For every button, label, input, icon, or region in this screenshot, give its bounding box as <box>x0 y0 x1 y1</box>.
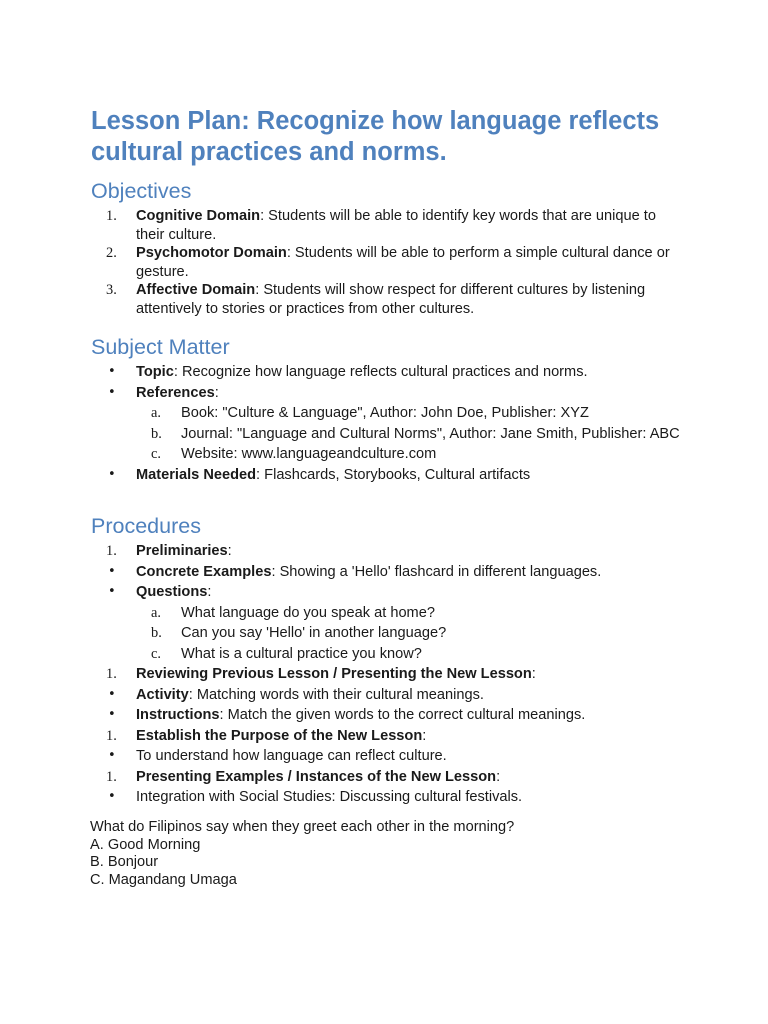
quiz-block <box>90 819 514 889</box>
list-item-materials <box>0 466 681 485</box>
item-text: : Matching words with their cultural meanings. <box>188 686 484 703</box>
bullet-icon: • <box>108 686 116 702</box>
question-text: What is a cultural practice you know? <box>181 645 422 662</box>
list-letter: c. <box>151 645 161 662</box>
materials-text: : Flashcards, Storybooks, Cultural artifacts <box>256 466 531 483</box>
list-number: 1. <box>106 727 117 744</box>
procedures-heading: Procedures <box>91 514 201 538</box>
materials-label: Materials Needed <box>136 466 257 483</box>
step-text: : <box>496 768 501 785</box>
list-letter: b. <box>151 425 162 442</box>
quiz-option: A. Good Morning <box>90 836 201 853</box>
reference-text: Journal: "Language and Cultural Norms", Author: Jane Smith, Publisher: ABC <box>181 425 680 442</box>
bullet-icon: • <box>108 364 116 379</box>
reference-item <box>0 445 681 464</box>
step-label: Preliminaries <box>136 543 228 559</box>
list-letter: a. <box>151 604 161 621</box>
list-letter: b. <box>151 625 162 641</box>
procedure-item-instructions <box>0 706 681 725</box>
procedure-step-establish <box>0 727 681 746</box>
step-label: Reviewing Previous Lesson / Presenting the New Lesson <box>136 666 532 682</box>
bullet-icon: • <box>108 584 116 599</box>
bullet-icon: • <box>108 563 116 579</box>
procedures-list <box>0 542 768 807</box>
question-text: Can you say 'Hello' in another language? <box>181 625 447 641</box>
objective-label: Cognitive Domain <box>136 208 261 224</box>
references-label: References <box>136 384 215 401</box>
page-title: Lesson Plan: Recognize how language reflects cultural practices and norms. <box>91 107 660 166</box>
list-letter: a. <box>151 405 161 421</box>
item-label: Concrete Examples <box>136 563 272 580</box>
topic-label: Topic <box>136 364 174 380</box>
reference-item <box>0 404 681 423</box>
procedure-step-presenting <box>0 768 681 787</box>
list-number: 1. <box>106 208 117 224</box>
question-item <box>0 645 681 664</box>
objectives-heading: Objectives <box>91 179 192 203</box>
list-number: 1. <box>106 768 117 785</box>
step-label: Presenting Examples / Instances of the New Lesson <box>136 768 497 785</box>
procedure-step-preliminaries <box>0 542 681 561</box>
item-label: Questions <box>136 584 208 600</box>
subject-matter-heading: Subject Matter <box>91 335 230 359</box>
bullet-icon: • <box>108 789 116 804</box>
list-number: 1. <box>106 666 117 682</box>
quiz-question: What do Filipinos say when they greet each other in the morning? <box>90 819 515 835</box>
item-text: To understand how language can reflect culture. <box>136 748 447 764</box>
procedure-item-questions <box>0 583 681 602</box>
topic-text: : Recognize how language reflects cultural practices and norms. <box>173 364 588 380</box>
item-label: Instructions <box>136 707 220 723</box>
list-number: 1. <box>106 543 117 559</box>
step-text: : <box>227 543 232 559</box>
procedure-item-integration <box>0 788 681 807</box>
list-letter: c. <box>151 446 161 462</box>
procedure-item-understand <box>0 747 681 766</box>
objective-item <box>0 281 681 318</box>
reference-item <box>0 425 681 444</box>
objective-text: : Students will be able to perform a simple cultural dance or gesture. <box>136 245 670 280</box>
quiz-option: B. Bonjour <box>90 854 159 870</box>
item-text: : Match the given words to the correct cultural meanings. <box>219 707 586 723</box>
objectives-list <box>0 207 768 318</box>
objective-text: : Students will show respect for different cultures by listening attentively to stories or practices from other cultures. <box>136 282 646 317</box>
bullet-icon: • <box>108 466 116 482</box>
question-text: What language do you speak at home? <box>181 604 435 621</box>
list-number: 2. <box>106 245 117 261</box>
objective-item <box>0 207 681 244</box>
step-label: Establish the Purpose of the New Lesson <box>136 727 423 744</box>
references-text: : <box>214 384 219 401</box>
item-text: : <box>207 584 212 600</box>
objective-text: : Students will be able to identify key words that are unique to their culture. <box>136 208 656 243</box>
question-item <box>0 604 681 623</box>
bullet-icon: • <box>108 384 116 400</box>
bullet-icon: • <box>108 748 116 763</box>
list-item-topic <box>0 363 681 382</box>
procedure-item-activity <box>0 686 681 705</box>
objective-item <box>0 244 681 281</box>
step-text: : <box>422 727 427 744</box>
objective-label: Psychomotor Domain <box>136 245 287 261</box>
procedure-step-reviewing <box>0 665 681 684</box>
list-number: 3. <box>106 282 117 298</box>
item-label: Activity <box>136 686 189 703</box>
item-text: Integration with Social Studies: Discussing cultural festivals. <box>136 789 523 805</box>
question-item <box>0 624 681 643</box>
reference-text: Book: "Culture & Language", Author: John Doe, Publisher: XYZ <box>181 405 589 421</box>
item-text: : Showing a 'Hello' flashcard in different languages. <box>271 563 602 580</box>
quiz-option: C. Magandang Umaga <box>90 871 237 888</box>
reference-link: Website: www.languageandculture.com <box>181 446 437 462</box>
bullet-icon: • <box>108 707 116 722</box>
list-item-references <box>0 384 681 403</box>
step-text: : <box>531 666 536 682</box>
objective-label: Affective Domain <box>136 282 256 298</box>
subject-matter-list <box>0 363 768 484</box>
procedure-item-concrete-examples <box>0 563 681 582</box>
